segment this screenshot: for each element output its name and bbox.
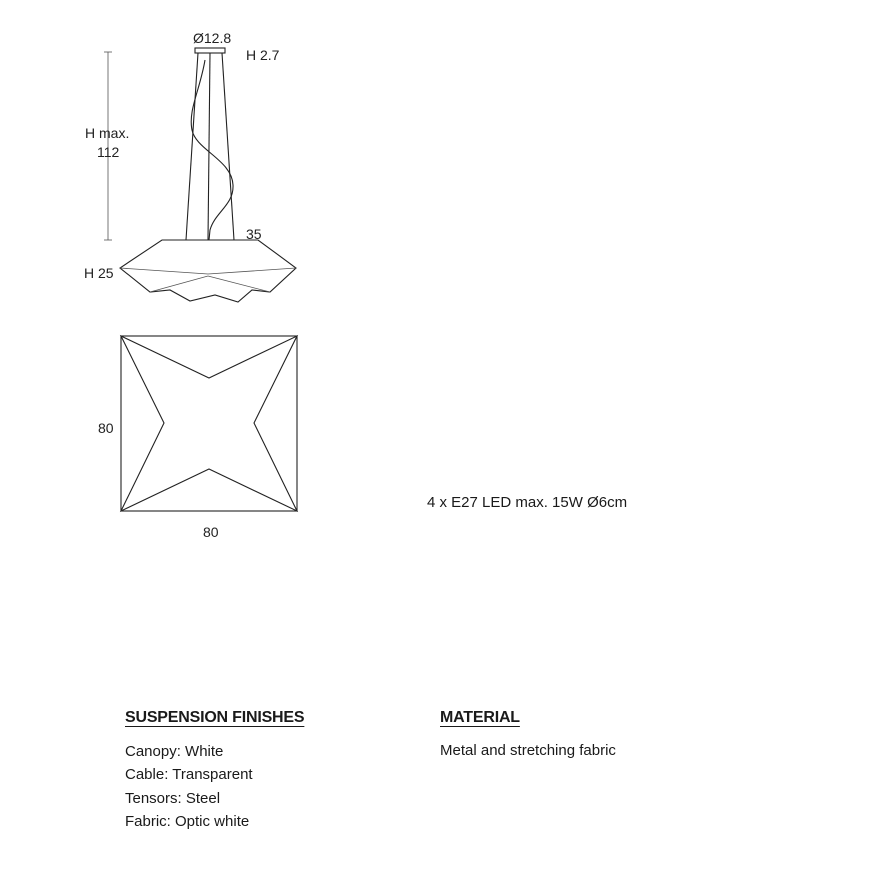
canopy <box>195 48 225 53</box>
lamp-spec: 4 x E27 LED max. 15W Ø6cm <box>427 494 628 511</box>
tensor-center <box>208 53 210 240</box>
canopy-height-label: H 2.7 <box>246 47 280 63</box>
tensor-right <box>222 53 234 240</box>
suspension-finishes-list <box>125 740 253 833</box>
material-text: Metal and stretching fabric <box>440 742 616 759</box>
shade-edge <box>120 268 296 274</box>
suspension-finishes-heading: SUSPENSION FINISHES <box>125 709 305 726</box>
max-height-value: 112 <box>97 144 120 160</box>
plan-bottom-label: 80 <box>203 524 219 540</box>
shade-height-label: H 25 <box>84 265 114 281</box>
list-item: Canopy: White <box>125 743 224 760</box>
shade-fold-right <box>208 276 270 292</box>
list-item: Tensors: Steel <box>125 789 221 807</box>
plan-square <box>121 336 297 511</box>
max-height-label: H max. <box>85 125 130 141</box>
plan-side-label: 80 <box>98 420 114 436</box>
shade-depth-label: 35 <box>246 226 262 242</box>
material-heading: MATERIAL <box>440 709 520 726</box>
plan-view <box>98 336 297 540</box>
list-item: Cable: Transparent <box>125 766 253 784</box>
tensor-left <box>186 53 198 240</box>
elevation-view <box>84 30 296 302</box>
canopy-diameter-label: Ø12.8 <box>193 30 232 46</box>
shade-fold-left <box>150 276 208 292</box>
plan-star <box>121 336 297 511</box>
shade-outline <box>120 240 296 302</box>
list-item: Fabric: Optic white <box>125 812 250 830</box>
power-cable <box>191 60 233 240</box>
